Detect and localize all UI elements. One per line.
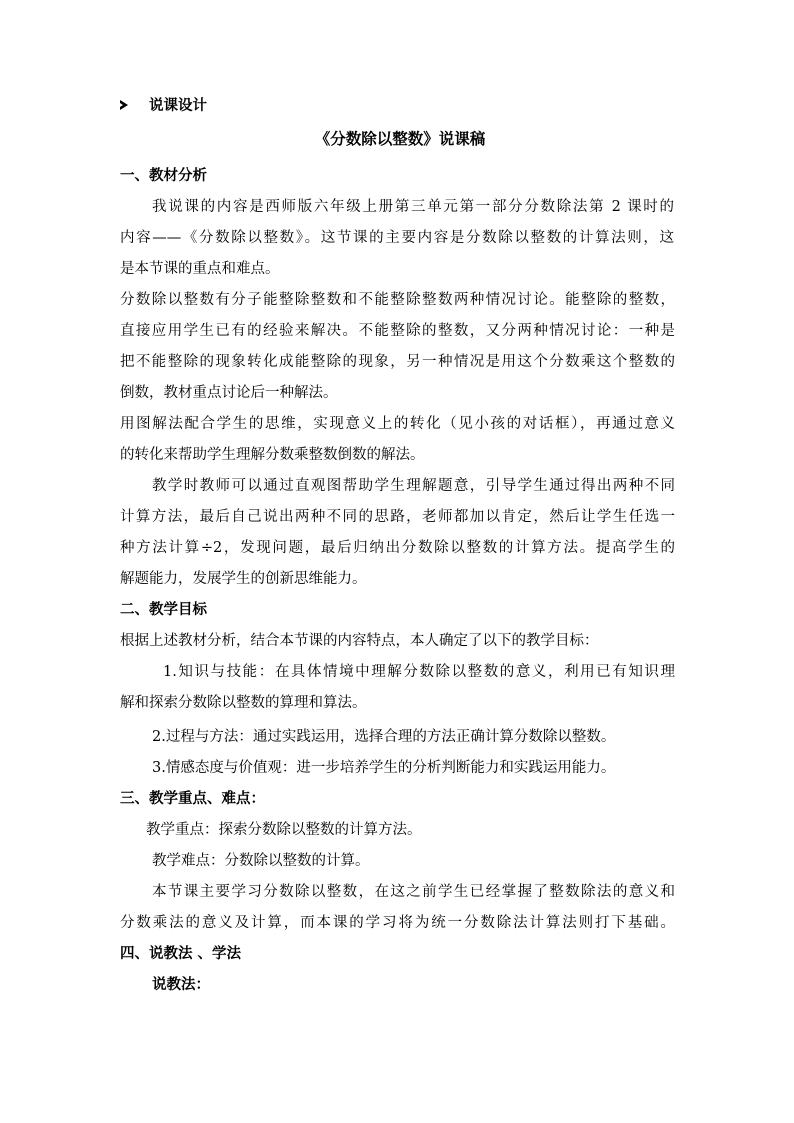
paragraph-line: 把不能整除的现象转化成能整除的现象，另一种情况是用这个分数乘这个整数的 — [120, 354, 675, 370]
paragraph-line: 计算方法，最后自己说出两种不同的思路，老师都加以肯定，然后让学生任选一 — [120, 509, 675, 525]
subheading-teaching-method: 说教法： — [152, 976, 210, 993]
paragraph-line: 解和探索分数除以整数的算理和算法。 — [120, 695, 367, 711]
paragraph-line: 解题能力，发展学生的创新思维能力。 — [120, 571, 367, 587]
section-heading-1: 一、教材分析 — [120, 167, 207, 184]
bullet-label: 说课设计 — [149, 97, 207, 114]
paragraph-line: 根据上述教材分析，结合本节课的内容特点，本人确定了以下的教学目标： — [120, 633, 599, 649]
document-title: 《分数除以整数》说课稿 — [314, 129, 486, 148]
paragraph-line: 倒数，教材重点讨论后一种解法。 — [120, 385, 338, 401]
section-heading-3: 三、教学重点、难点： — [120, 790, 265, 807]
paragraph-line: 2.过程与方法：通过实践运用，选择合理的方法正确计算分数除以整数。 — [152, 729, 616, 745]
paragraph-line: 内容——《分数除以整数》。这节课的主要内容是分数除以整数的计算法则，这 — [120, 230, 674, 246]
paragraph-line: 1.知识与技能：在具体情境中理解分数除以整数的意义，利用已有知识理 — [163, 664, 675, 680]
paragraph-line: 本节课主要学习分数除以整数，在这之前学生已经掌握了整数除法的意义和 — [152, 884, 675, 900]
paragraph-line: 种方法计算÷2，发现问题，最后归纳出分数除以整数的计算方法。提高学生的 — [120, 540, 675, 556]
paragraph-line: 用图解法配合学生的思维，实现意义上的转化（见小孩的对话框），再通过意义 — [120, 416, 675, 432]
paragraph-line: 教学重点：探索分数除以整数的计算方法。 — [146, 822, 422, 838]
paragraph-line: 教学难点：分数除以整数的计算。 — [152, 853, 370, 869]
section-heading-2: 二、教学目标 — [120, 601, 207, 618]
paragraph-line: 直接应用学生已有的经验来解决。不能整除的整数，又分两种情况讨论：一种是 — [120, 323, 675, 339]
paragraph-line: 的转化来帮助学生理解分数乘整数倒数的解法。 — [120, 447, 425, 463]
paragraph-line: 是本节课的重点和难点。 — [120, 261, 280, 277]
arrow-bullet-icon — [120, 100, 128, 110]
paragraph-line: 我说课的内容是西师版六年级上册第三单元第一部分分数除法第 2 课时的 — [152, 199, 674, 215]
paragraph-line: 分数乘法的意义及计算，而本课的学习将为统一分数除法计算法则打下基础。 — [120, 915, 675, 931]
section-heading-4: 四、说教法 、学法 — [120, 945, 242, 962]
paragraph-line: 教学时教师可以通过直观图帮助学生理解题意，引导学生通过得出两种不同 — [152, 478, 675, 494]
paragraph-line: 分数除以整数有分子能整除整数和不能整除整数两种情况讨论。能整除的整数， — [120, 292, 675, 308]
paragraph-line: 3.情感态度与价值观：进一步培养学生的分析判断能力和实践运用能力。 — [152, 760, 616, 776]
